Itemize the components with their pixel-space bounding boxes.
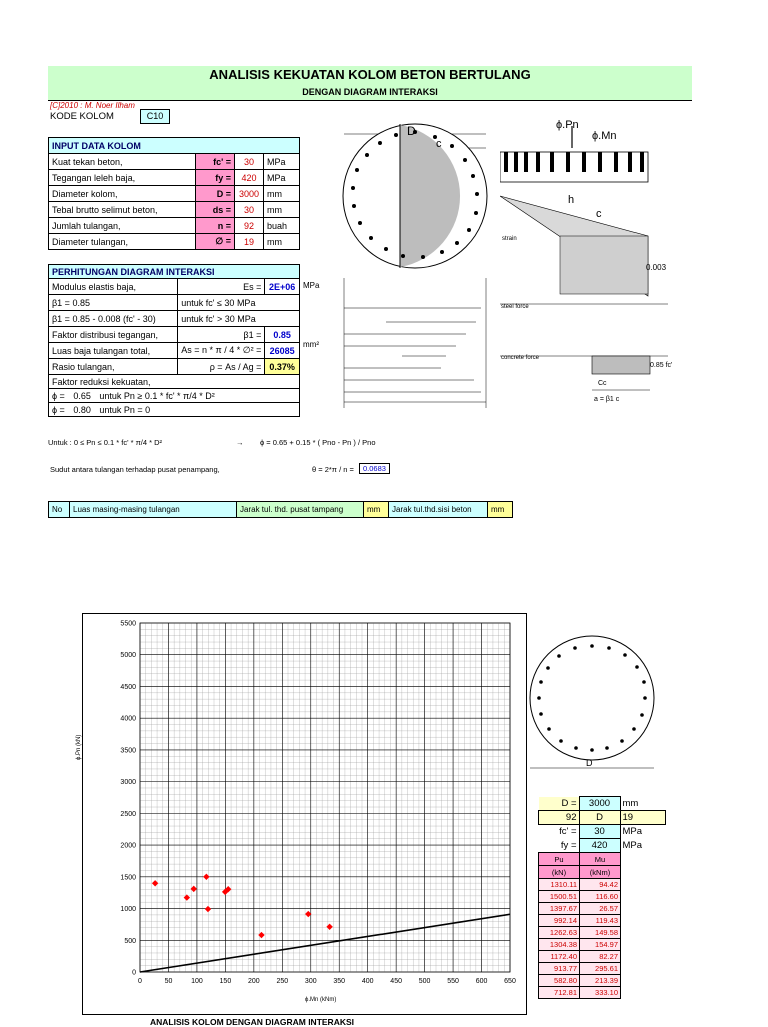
pu-mu-row bbox=[539, 987, 621, 999]
mu-cell: 154.97 bbox=[580, 939, 621, 951]
c-label-right: c bbox=[596, 208, 602, 220]
input-symbol: fy = bbox=[196, 170, 235, 186]
y-tick-label: 5500 bbox=[120, 620, 136, 628]
x-tick-label: 150 bbox=[219, 978, 232, 985]
input-unit: MPa bbox=[264, 170, 300, 186]
page-title: ANALISIS KEKUATAN KOLOM BETON BERTULANG bbox=[48, 66, 692, 84]
strain-label: strain bbox=[502, 236, 517, 242]
kode-kolom-value[interactable]: C10 bbox=[140, 109, 170, 124]
mu-cell: 26.57 bbox=[580, 903, 621, 915]
side-d-label: D = bbox=[539, 797, 580, 811]
tulangan-table-header bbox=[48, 501, 513, 518]
side-d-unit: mm bbox=[622, 797, 639, 809]
input-value[interactable]: 3000 bbox=[235, 186, 264, 202]
dist-value: 0.85 bbox=[265, 327, 300, 343]
footer-title: ANALISIS KOLOM DENGAN DIAGRAM INTERAKSI bbox=[150, 1017, 354, 1027]
dist-symbol: β1 = bbox=[178, 327, 265, 343]
mu-cell: 82.27 bbox=[580, 951, 621, 963]
column-small-diagram bbox=[525, 632, 660, 772]
side-fc-label: fc' = bbox=[559, 826, 577, 838]
strain-force-diagram bbox=[500, 118, 673, 408]
x-tick-label: 650 bbox=[504, 978, 516, 985]
side-fc-value: 30 bbox=[579, 825, 620, 839]
mu-cell: 149.58 bbox=[580, 927, 621, 939]
side-dia-value: 19 bbox=[620, 811, 665, 825]
x-tick-label: 500 bbox=[418, 978, 431, 985]
side-fc-unit: MPa bbox=[622, 826, 643, 838]
cc-label: Cc bbox=[598, 380, 607, 387]
phi-b-cond: untuk Pn = 0 bbox=[99, 404, 151, 415]
phi-pn-label: ϕ.Pn bbox=[556, 119, 579, 131]
input-row-n bbox=[49, 218, 300, 234]
pu-header: Pu bbox=[539, 853, 580, 866]
diagram-label-c: c bbox=[436, 138, 442, 150]
input-section-title: INPUT DATA KOLOM bbox=[49, 138, 300, 154]
side-fy-label: fy = bbox=[560, 840, 577, 851]
sudut-formula: θ = 2*π / n = bbox=[312, 465, 354, 474]
input-value[interactable]: 420 bbox=[235, 170, 264, 186]
input-row-fc bbox=[49, 154, 300, 170]
input-unit: MPa bbox=[264, 154, 300, 170]
x-tick-label: 50 bbox=[164, 978, 173, 985]
mu-cell: 119.43 bbox=[580, 915, 621, 927]
y-tick-label: 4500 bbox=[120, 683, 136, 691]
pu-cell: 1304.38 bbox=[539, 939, 580, 951]
phi-b-sym: ϕ = bbox=[52, 404, 65, 415]
input-label: Tegangan leleh baja, bbox=[49, 170, 196, 186]
col-jarak-pusat: Jarak tul. thd. pusat tampang bbox=[237, 502, 364, 518]
col-mm2: mm bbox=[488, 502, 513, 518]
input-label: Kuat tekan beton, bbox=[49, 154, 196, 170]
col-luas: Luas masing-masing tulangan bbox=[70, 502, 237, 518]
compression-block bbox=[560, 236, 648, 294]
mu-cell: 116.60 bbox=[580, 891, 621, 903]
pu-cell: 1172.40 bbox=[539, 951, 580, 963]
as-unit: mm² bbox=[303, 340, 319, 349]
x-tick-label: 0 bbox=[138, 978, 142, 985]
input-symbol: ∅ = bbox=[196, 234, 235, 250]
mu-unit: (kNm) bbox=[580, 866, 621, 879]
input-symbol: D = bbox=[196, 186, 235, 202]
y-tick-label: 4000 bbox=[120, 715, 136, 723]
concrete-force-block bbox=[592, 356, 650, 374]
input-value[interactable]: 30 bbox=[235, 154, 264, 170]
phi-formula: ϕ = 0.65 + 0.15 * ( Pno - Pn ) / Pno bbox=[260, 438, 376, 447]
input-unit: mm bbox=[264, 202, 300, 218]
sudut-label: Sudut antara tulangan terhadap pusat penampang, bbox=[50, 465, 220, 474]
mu-cell: 213.39 bbox=[580, 975, 621, 987]
chart-xlabel: ϕ.Mn (kNm) bbox=[305, 997, 337, 1003]
x-tick-label: 200 bbox=[248, 978, 260, 985]
diagram-label-d: D bbox=[407, 124, 416, 138]
phi-label: Faktor reduksi kekuatan, bbox=[49, 375, 300, 389]
pu-cell: 913.77 bbox=[539, 963, 580, 975]
steel-force-label: steel force bbox=[501, 304, 529, 310]
pu-mu-row bbox=[539, 891, 621, 903]
pu-cell: 1262.63 bbox=[539, 927, 580, 939]
beam-elevation bbox=[500, 152, 648, 182]
pu-mu-row bbox=[539, 915, 621, 927]
input-row-dia bbox=[49, 234, 300, 250]
pu-mu-row bbox=[539, 951, 621, 963]
strain-value: 0.003 bbox=[646, 263, 667, 272]
side-fy-unit: MPa bbox=[622, 840, 643, 851]
pu-cell: 1397.67 bbox=[539, 903, 580, 915]
beta1-a-cond: untuk fc' ≤ 30 MPa bbox=[178, 295, 300, 311]
input-row-d bbox=[49, 186, 300, 202]
pu-cell: 712.81 bbox=[539, 987, 580, 999]
side-n-mid: D bbox=[579, 811, 620, 825]
input-unit: buah bbox=[264, 218, 300, 234]
input-symbol: n = bbox=[196, 218, 235, 234]
phi-b-row bbox=[49, 403, 300, 417]
chart-ylabel: ϕ.Pn (kN) bbox=[76, 734, 82, 760]
y-tick-label: 2000 bbox=[120, 842, 136, 850]
y-tick-label: 3500 bbox=[120, 747, 136, 755]
pu-cell: 1310.11 bbox=[539, 879, 580, 891]
x-tick-label: 350 bbox=[333, 978, 346, 985]
beta1-a-label: β1 = 0.85 bbox=[49, 295, 178, 311]
x-tick-label: 400 bbox=[361, 978, 374, 985]
input-value[interactable]: 30 bbox=[235, 202, 264, 218]
input-row-ds bbox=[49, 202, 300, 218]
pu-unit: (kN) bbox=[539, 866, 580, 879]
input-label: Diameter tulangan, bbox=[49, 234, 196, 250]
input-label: Jumlah tulangan, bbox=[49, 218, 196, 234]
phi-a-sym: ϕ = bbox=[52, 390, 65, 401]
arrow-symbol: → bbox=[236, 438, 244, 447]
phi-a-row bbox=[49, 389, 300, 403]
calc-section-title: PERHITUNGAN DIAGRAM INTERAKSI bbox=[49, 265, 300, 279]
modulus-value: 2E+06 bbox=[265, 279, 300, 295]
phi-b-val: 0.80 bbox=[73, 404, 91, 415]
side-d-value: 3000 bbox=[579, 797, 620, 811]
col-no: No bbox=[49, 502, 70, 518]
modulus-unit: MPa bbox=[303, 281, 320, 290]
fc-label: 0.85 fc' bbox=[650, 362, 673, 369]
y-tick-label: 1000 bbox=[120, 906, 136, 914]
small-circle-label: D bbox=[586, 758, 593, 768]
x-tick-label: 450 bbox=[390, 978, 402, 985]
input-data-table bbox=[48, 137, 300, 250]
copyright-text: [C]2010 : M. Noer Ilham bbox=[50, 101, 135, 110]
pu-mu-table bbox=[538, 852, 621, 999]
y-tick-label: 1500 bbox=[120, 874, 136, 882]
beta1-b-label: β1 = 0.85 - 0.008 (fc' - 30) bbox=[49, 311, 178, 327]
y-tick-label: 5000 bbox=[120, 652, 136, 660]
h-label: h bbox=[568, 194, 575, 206]
rho-symbol: ρ = As / Ag = bbox=[178, 359, 265, 375]
input-value[interactable]: 19 bbox=[235, 234, 264, 250]
as-label: Luas baja tulangan total, bbox=[49, 343, 178, 359]
interaction-chart bbox=[82, 613, 525, 1013]
input-value[interactable]: 92 bbox=[235, 218, 264, 234]
concrete-force-label: concrete force bbox=[501, 355, 540, 361]
x-tick-label: 600 bbox=[475, 978, 488, 985]
rho-value: 0.37% bbox=[265, 359, 300, 375]
modulus-symbol: Es = bbox=[178, 279, 265, 295]
input-label: Diameter kolom, bbox=[49, 186, 196, 202]
as-symbol: As = n * π / 4 * ∅² = bbox=[178, 343, 265, 359]
mu-cell: 295.61 bbox=[580, 963, 621, 975]
y-tick-label: 500 bbox=[124, 937, 136, 945]
mu-cell: 333.10 bbox=[580, 987, 621, 999]
x-tick-label: 250 bbox=[276, 978, 289, 985]
pu-mu-row bbox=[539, 879, 621, 891]
sudut-value: 0.0683 bbox=[359, 463, 390, 474]
untuk-formula: Untuk : 0 ≤ Pn ≤ 0.1 * fc' * π/4 * D² bbox=[48, 438, 163, 447]
pu-mu-row bbox=[539, 975, 621, 987]
side-n-value: 92 bbox=[539, 811, 580, 825]
a-equation: a = β1 c bbox=[594, 396, 620, 403]
dist-label: Faktor distribusi tegangan, bbox=[49, 327, 178, 343]
y-tick-label: 0 bbox=[132, 969, 136, 977]
y-tick-label: 2500 bbox=[120, 810, 136, 818]
pu-mu-row bbox=[539, 903, 621, 915]
phi-mn-label: ϕ.Mn bbox=[592, 130, 617, 142]
as-value: 26085 bbox=[265, 343, 300, 359]
rho-label: Rasio tulangan, bbox=[49, 359, 178, 375]
phi-a-cond: untuk Pn ≥ 0.1 * fc' * π/4 * D² bbox=[99, 390, 215, 401]
x-tick-label: 300 bbox=[304, 978, 317, 985]
mu-header: Mu bbox=[580, 853, 621, 866]
modulus-label: Modulus elastis baja, bbox=[49, 279, 178, 295]
page-subtitle: DENGAN DIAGRAM INTERAKSI bbox=[48, 84, 692, 101]
side-fy-value: 420 bbox=[579, 839, 620, 853]
pu-mu-row bbox=[539, 927, 621, 939]
pu-cell: 992.14 bbox=[539, 915, 580, 927]
calc-table bbox=[48, 264, 300, 417]
column-section-diagram bbox=[336, 118, 506, 408]
input-unit: mm bbox=[264, 234, 300, 250]
kode-kolom-label: KODE KOLOM bbox=[50, 111, 114, 122]
input-symbol: fc' = bbox=[196, 154, 235, 170]
input-row-fy bbox=[49, 170, 300, 186]
input-unit: mm bbox=[264, 186, 300, 202]
phi-a-val: 0.65 bbox=[73, 390, 91, 401]
side-params-table bbox=[538, 796, 666, 853]
col-jarak-sisi: Jarak tul.thd.sisi beton bbox=[389, 502, 488, 518]
pu-mu-row bbox=[539, 963, 621, 975]
pu-cell: 1500.51 bbox=[539, 891, 580, 903]
mu-cell: 94.42 bbox=[580, 879, 621, 891]
x-tick-label: 100 bbox=[191, 978, 203, 985]
x-tick-label: 550 bbox=[447, 978, 459, 985]
col-mm1: mm bbox=[364, 502, 389, 518]
pu-mu-row bbox=[539, 939, 621, 951]
y-tick-label: 3000 bbox=[120, 779, 136, 787]
beta1-b-cond: untuk fc' > 30 MPa bbox=[178, 311, 300, 327]
input-label: Tebal brutto selimut beton, bbox=[49, 202, 196, 218]
chart-plot-area bbox=[140, 623, 510, 972]
pu-cell: 582.80 bbox=[539, 975, 580, 987]
input-symbol: ds = bbox=[196, 202, 235, 218]
